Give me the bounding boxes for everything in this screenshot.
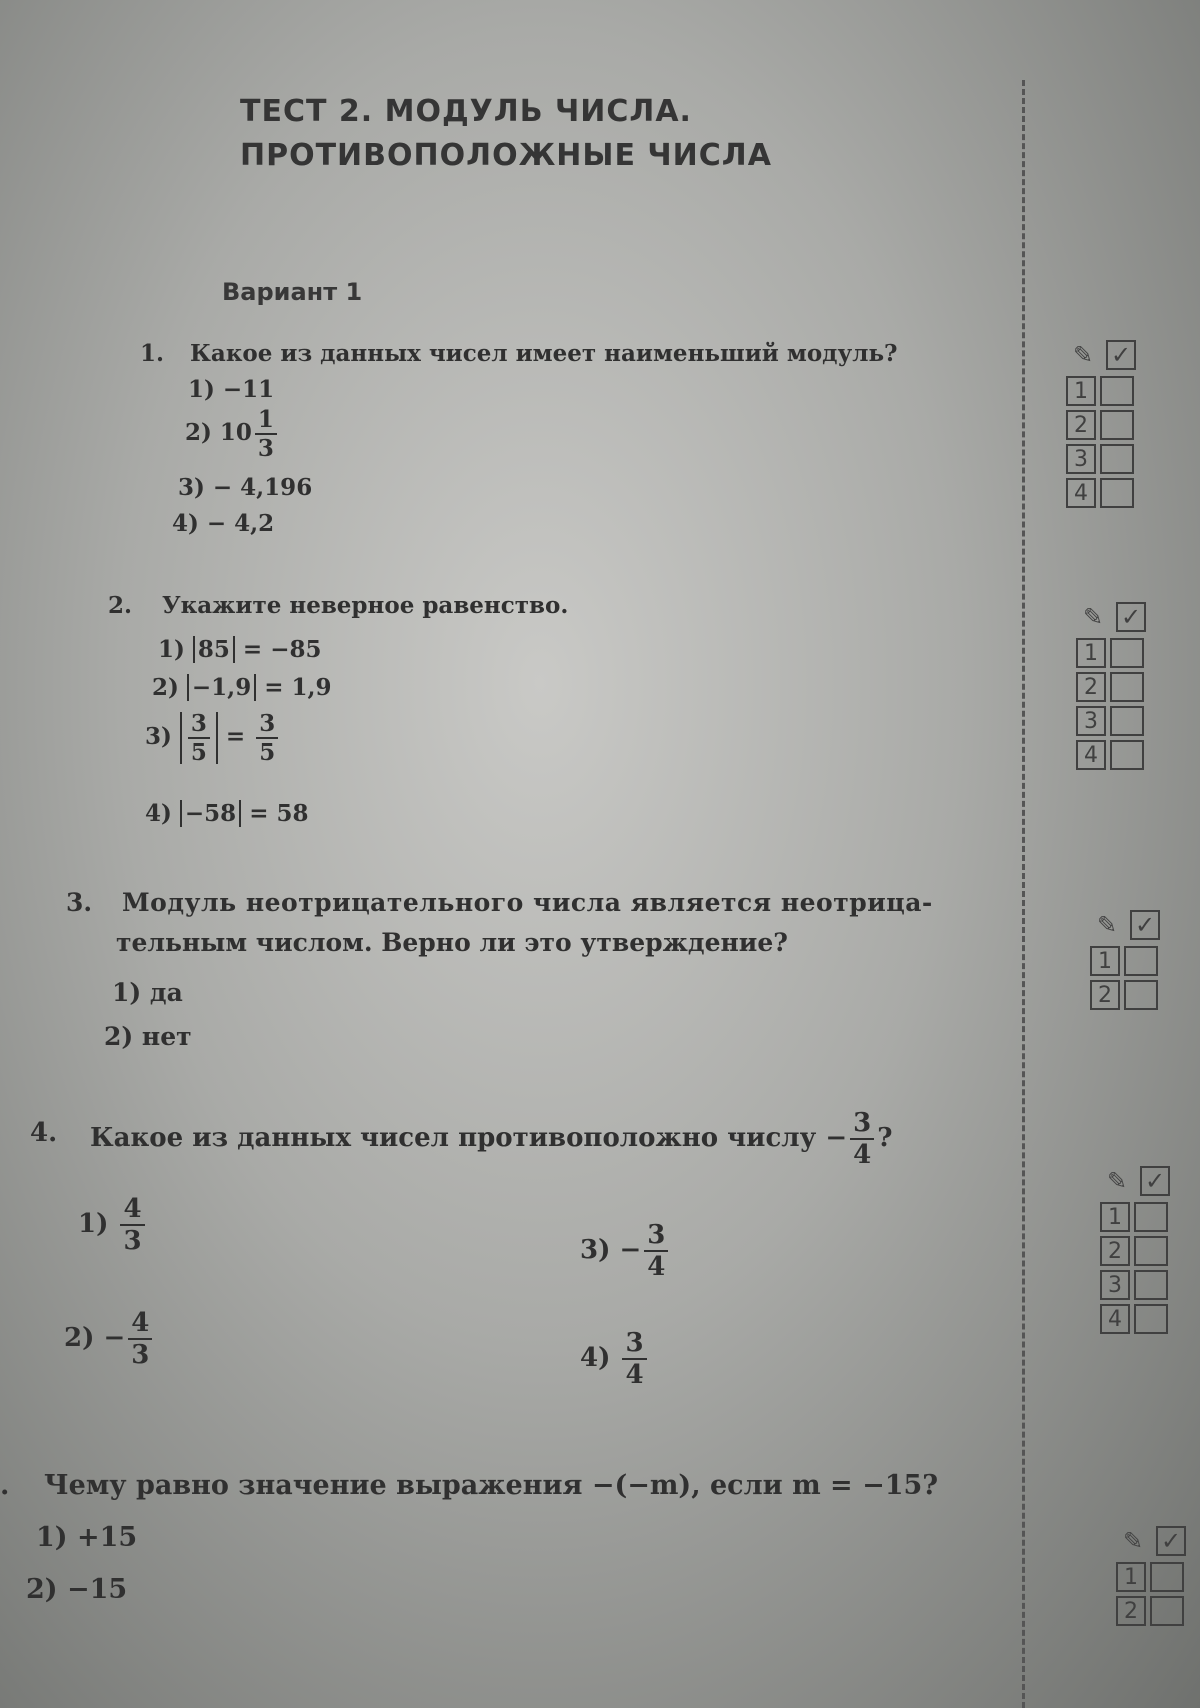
q2-option-3-fraction — [188, 712, 210, 764]
q4-option-3-denominator: 4 — [647, 1252, 666, 1282]
answer-number-1: 1 — [1066, 376, 1096, 406]
page-title — [240, 90, 772, 178]
answer-block-q4 — [1100, 1164, 1170, 1334]
q3-option-2: 2) нет — [104, 1022, 192, 1051]
answer-checkbox-1[interactable] — [1100, 376, 1134, 406]
q4-option-3-fraction — [644, 1222, 668, 1280]
q5-option-2: 2) −15 — [26, 1574, 128, 1605]
answer-row-2 — [1066, 410, 1136, 440]
q2-option-3-right-denominator: 5 — [259, 739, 276, 766]
q1-number: 1. — [140, 340, 165, 367]
answer-number-3: 3 — [1066, 444, 1096, 474]
q4-option-2-numerator: 4 — [128, 1310, 152, 1340]
q2-option-3-equals: = — [217, 723, 254, 750]
q1-option-1: 1) −11 — [188, 376, 275, 403]
q1-text: Какое из данных чисел имеет наименьший модуль? — [190, 340, 898, 367]
q2-option-4-prefix: 4) — [145, 800, 180, 827]
title-line-2: ПРОТИВОПОЛОЖНЫЕ ЧИСЛА — [240, 138, 772, 173]
answer-block-q2 — [1076, 600, 1146, 770]
q1-option-2 — [185, 408, 280, 460]
title-line-1: ТЕСТ 2. МОДУЛЬ ЧИСЛА. — [240, 94, 692, 129]
answer-checkbox-3[interactable] — [1110, 706, 1144, 736]
q2-option-4-abs: −58 — [180, 800, 241, 827]
q4-option-3-label: 3) − — [580, 1235, 642, 1265]
answer-checkbox-3[interactable] — [1134, 1270, 1168, 1300]
q4-question-mark: ? — [877, 1123, 893, 1153]
answer-checkbox-1[interactable] — [1110, 638, 1144, 668]
answer-number-4: 4 — [1066, 478, 1096, 508]
q2-option-3-prefix: 3) — [145, 723, 180, 750]
q4-option-3 — [580, 1222, 671, 1280]
answer-number-1: 1 — [1116, 1562, 1146, 1592]
answer-number-2: 2 — [1090, 980, 1120, 1010]
answer-row-3 — [1076, 706, 1146, 736]
q4-option-1 — [78, 1196, 148, 1254]
pencil-icon: ✎ — [1122, 1527, 1144, 1555]
answer-header — [1100, 1164, 1170, 1198]
q2-option-1-prefix: 1) — [158, 636, 193, 663]
answer-number-3: 3 — [1076, 706, 1106, 736]
q4-option-1-label: 1) — [78, 1209, 109, 1239]
q4-target-fraction — [850, 1110, 874, 1168]
q4-option-4-numerator: 3 — [622, 1330, 646, 1360]
q1-option-4: 4) − 4,2 — [172, 510, 275, 537]
pencil-icon: ✎ — [1096, 911, 1118, 939]
q2-option-2-rest: = 1,9 — [256, 674, 332, 701]
pencil-icon: ✎ — [1072, 341, 1094, 369]
pencil-icon: ✎ — [1106, 1167, 1128, 1195]
q1-option-3: 3) − 4,196 — [178, 474, 313, 501]
q3-option-1: 1) да — [112, 978, 183, 1007]
q2-option-3 — [145, 712, 281, 764]
answer-row-3 — [1100, 1270, 1170, 1300]
answer-number-1: 1 — [1076, 638, 1106, 668]
q4-option-4-denominator: 4 — [625, 1360, 644, 1390]
q4-option-2-denominator: 3 — [131, 1340, 150, 1370]
answer-number-1: 1 — [1100, 1202, 1130, 1232]
q3-number: 3. — [66, 888, 93, 917]
q2-option-4 — [145, 800, 308, 827]
q2-option-1-rest: = −85 — [234, 636, 322, 663]
q4-option-4 — [580, 1330, 650, 1388]
q3-text-line-2: тельным числом. Верно ли это утверждение? — [116, 928, 788, 957]
answer-row-2 — [1100, 1236, 1170, 1266]
answer-number-1: 1 — [1090, 946, 1120, 976]
answer-checkbox-1[interactable] — [1134, 1202, 1168, 1232]
q4-text — [90, 1110, 892, 1168]
q4-option-2-label: 2) − — [64, 1323, 126, 1353]
q1-option-2-denominator: 3 — [257, 435, 274, 462]
answer-block-q3 — [1090, 908, 1160, 1010]
q2-text: Укажите неверное равенство. — [162, 592, 569, 619]
q2-option-3-abs — [180, 712, 218, 764]
q4-option-1-numerator: 4 — [120, 1196, 144, 1226]
q4-number: 4. — [30, 1118, 58, 1148]
q4-target-denominator: 4 — [853, 1140, 872, 1170]
answer-number-2: 2 — [1066, 410, 1096, 440]
cut-line — [1022, 80, 1025, 1708]
answer-checkbox-2[interactable] — [1124, 980, 1158, 1010]
answer-row-4 — [1076, 740, 1146, 770]
answer-row-1 — [1116, 1562, 1186, 1592]
q1-option-2-numerator: 1 — [255, 408, 277, 435]
q2-option-1 — [158, 636, 322, 663]
q2-option-4-rest: = 58 — [241, 800, 309, 827]
q2-option-1-abs: 85 — [193, 636, 235, 663]
q4-target-numerator: 3 — [850, 1110, 874, 1140]
answer-checkbox-3[interactable] — [1100, 444, 1134, 474]
answer-number-2: 2 — [1100, 1236, 1130, 1266]
q4-option-1-fraction — [120, 1196, 144, 1254]
q3-text-line-1: Модуль неотрицательного числа является неотрица- — [122, 888, 933, 917]
q2-number: 2. — [108, 592, 133, 619]
q2-option-3-numerator: 3 — [188, 712, 210, 739]
answer-header — [1116, 1524, 1186, 1558]
answer-number-4: 4 — [1076, 740, 1106, 770]
answer-row-4 — [1066, 478, 1136, 508]
variant-heading: Вариант 1 — [222, 278, 363, 306]
q4-option-1-denominator: 3 — [123, 1226, 142, 1256]
q4-option-4-fraction — [622, 1330, 646, 1388]
check-icon: ✓ — [1140, 1166, 1170, 1196]
answer-checkbox-4[interactable] — [1110, 740, 1144, 770]
check-icon: ✓ — [1156, 1526, 1186, 1556]
answer-header — [1076, 600, 1146, 634]
q5-option-1: 1) +15 — [36, 1522, 138, 1553]
answer-row-3 — [1066, 444, 1136, 474]
q4-option-2 — [64, 1310, 155, 1368]
q2-option-2 — [152, 674, 332, 701]
pencil-icon: ✎ — [1082, 603, 1104, 631]
q2-option-2-prefix: 2) — [152, 674, 187, 701]
q4-option-4-label: 4) — [580, 1343, 611, 1373]
answer-header — [1090, 908, 1160, 942]
answer-number-2: 2 — [1116, 1596, 1146, 1626]
answer-row-2 — [1090, 980, 1160, 1010]
q1-option-2-fraction — [255, 408, 277, 460]
q5-number: . — [0, 1470, 10, 1501]
answer-row-1 — [1090, 946, 1160, 976]
q4-text-main: Какое из данных чисел противоположно числу − — [90, 1123, 848, 1153]
check-icon: ✓ — [1116, 602, 1146, 632]
q2-option-2-abs: −1,9 — [187, 674, 256, 701]
answer-number-3: 3 — [1100, 1270, 1130, 1300]
answer-checkbox-2[interactable] — [1134, 1236, 1168, 1266]
answer-block-q5 — [1116, 1524, 1186, 1626]
q4-option-3-numerator: 3 — [644, 1222, 668, 1252]
q2-option-3-right-numerator: 3 — [256, 712, 278, 739]
answer-row-1 — [1100, 1202, 1170, 1232]
answer-row-2 — [1116, 1596, 1186, 1626]
answer-header — [1066, 338, 1136, 372]
q1-option-2-prefix: 2) 10 — [185, 419, 252, 446]
answer-checkbox-4[interactable] — [1100, 478, 1134, 508]
q5-text: Чему равно значение выражения −(−m), если m = −15? — [44, 1470, 939, 1501]
answer-checkbox-4[interactable] — [1134, 1304, 1168, 1334]
check-icon: ✓ — [1106, 340, 1136, 370]
answer-checkbox-1[interactable] — [1124, 946, 1158, 976]
answer-row-1 — [1076, 638, 1146, 668]
answer-row-4 — [1100, 1304, 1170, 1334]
q2-option-3-denominator: 5 — [190, 739, 207, 766]
q2-option-3-right-fraction — [256, 712, 278, 764]
answer-block-q1 — [1066, 338, 1136, 508]
answer-checkbox-2[interactable] — [1100, 410, 1134, 440]
q4-option-2-fraction — [128, 1310, 152, 1368]
answer-checkbox-2[interactable] — [1110, 672, 1144, 702]
answer-number-4: 4 — [1100, 1304, 1130, 1334]
answer-checkbox-2[interactable] — [1150, 1596, 1184, 1626]
answer-row-1 — [1066, 376, 1136, 406]
check-icon: ✓ — [1130, 910, 1160, 940]
answer-row-2 — [1076, 672, 1146, 702]
answer-number-2: 2 — [1076, 672, 1106, 702]
answer-checkbox-1[interactable] — [1150, 1562, 1184, 1592]
